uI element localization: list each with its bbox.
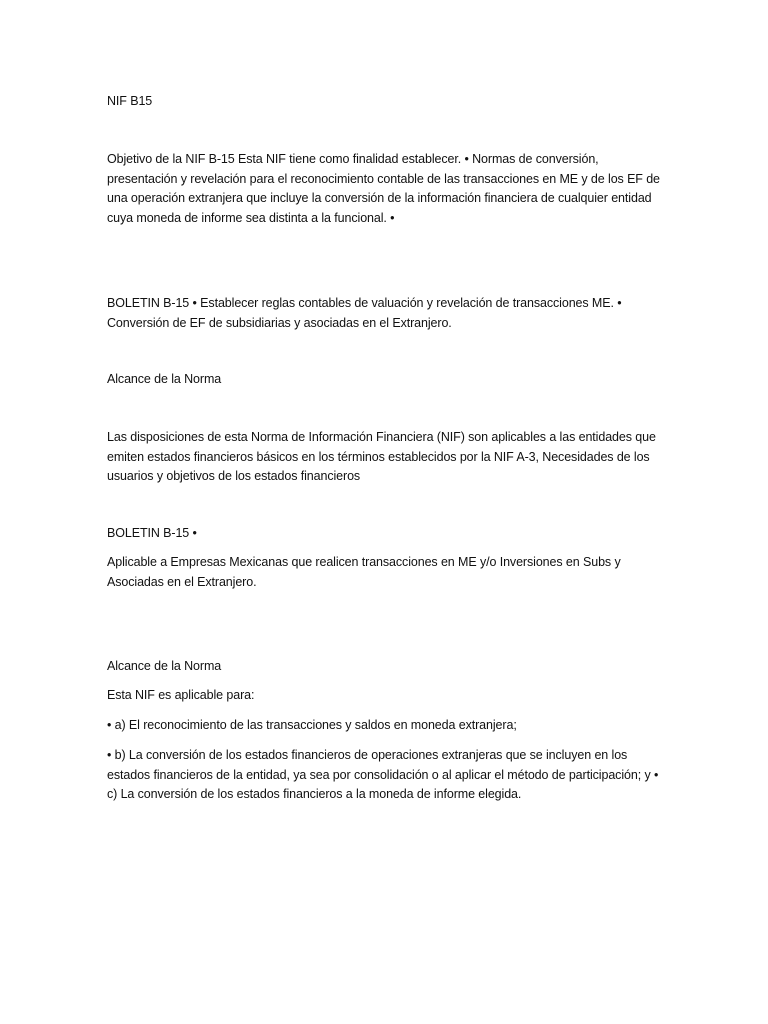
boletin-b15-heading: BOLETIN B-15 •	[107, 526, 197, 540]
applicable-for-intro: Esta NIF es aplicable para:	[107, 688, 255, 702]
scope-heading: Alcance de la Norma	[107, 372, 222, 386]
objective-paragraph: Objetivo de la NIF B-15 Esta NIF tiene como finalidad establecer. • Normas de conversión, presentación y revelación para el reconocimiento contable de las transacciones en ME y de los EF de una operación extranjera que incluye la conversión de la información financiera de cualquier entidad cuya moneda de informe sea distinta a la funcional. •	[107, 152, 660, 225]
boletin-b15-paragraph: BOLETIN B-15 • Establecer reglas contables de valuación y revelación de transacciones ME. • Conversión de EF de subsidiarias y asociadas en el Extranjero.	[107, 296, 622, 330]
scope-paragraph: Las disposiciones de esta Norma de Información Financiera (NIF) son aplicables a las entidades que emiten estados financieros básicos en los términos establecidos por la NIF A-3, Necesidades de los usuarios y objetivos de los estados financieros	[107, 430, 656, 483]
document-title: NIF B15	[107, 94, 153, 108]
scope-heading-second: Alcance de la Norma	[107, 659, 222, 673]
list-item-b-c: • b) La conversión de los estados financieros de operaciones extranjeras que se incluyen en los estados financieros de la entidad, ya sea por consolidación o al aplicar el método de participación; y • c) La conversión de los estados financieros a la moneda de informe elegida.	[107, 748, 659, 801]
list-item-a: • a) El reconocimiento de las transacciones y saldos en moneda extranjera;	[107, 718, 517, 732]
applicability-paragraph: Aplicable a Empresas Mexicanas que realicen transacciones en ME y/o Inversiones en Subs y Asociadas en el Extranjero.	[107, 555, 621, 589]
